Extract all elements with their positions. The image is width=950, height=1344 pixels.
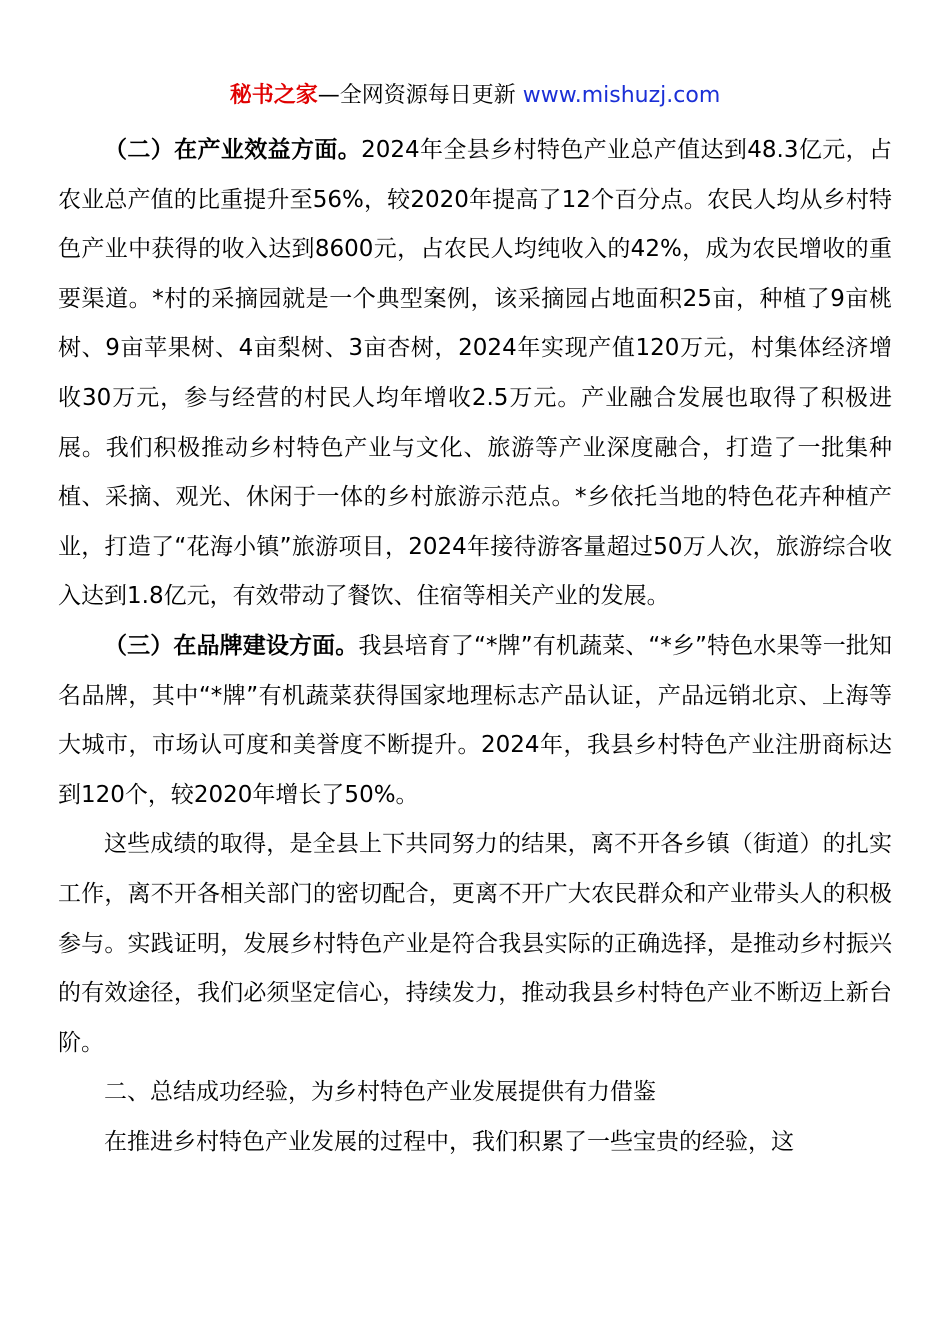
document-body <box>58 126 892 1167</box>
paragraph-achievements <box>58 820 892 1068</box>
paragraph-lead: （二）在产业效益方面。 <box>104 137 362 163</box>
site-header <box>0 80 950 112</box>
section-heading: 二、总结成功经验，为乡村特色产业发展提供有力借鉴 <box>104 1079 656 1106</box>
paragraph-industry-benefits <box>58 126 892 622</box>
paragraph-text: 我县培育了“*牌”有机蔬菜、“*乡”特色水果等一批知名品牌，其中“*牌”有机蔬菜获得国家地理标志产品认证，产品远销北京、上海等大城市，市场认可度和美誉度不断提升。2024年，我县乡村特色产业注册商标达到120个，较2020年增长了50%。 <box>58 632 892 808</box>
paragraph-text: 这些成绩的取得，是全县上下共同努力的结果，离不开各乡镇（街道）的扎实工作，离不开各相关部门的密切配合，更离不开广大农民群众和产业带头人的积极参与。实践证明，发展乡村特色产业是符合我县实际的正确选择，是推动乡村振兴的有效途径，我们必须坚定信心，持续发力，推动我县乡村特色产业不断迈上新台阶。 <box>58 831 892 1056</box>
paragraph-experience: 在推进乡村特色产业发展的过程中，我们积累了一些宝贵的经验，这 <box>104 1128 794 1155</box>
paragraph-text: 2024年全县乡村特色产业总产值达到48.3亿元，占农业总产值的比重提升至56%，较2020年提高了12个百分点。农民人均从乡村特色产业中获得的收入达到8600元，占农民人均纯收入的42%，成为农民增收的重要渠道。*村的采摘园就是一个典型案例，该采摘园占地面积25亩，种植了9亩桃树、9亩苹果树、4亩梨树、3亩杏树，2024年实现产值120万元，村集体经济增收30万元，参与经营的村民人均年增收2.5万元。产业融合发展也取得了积极进展。我们积极推动乡村特色产业与文化、旅游等产业深度融合，打造了一批集种植、采摘、观光、休闲于一体的乡村旅游示范点。*乡依托当地的特色花卉种植产业，打造了“花海小镇”旅游项目，2024年接待游客量超过50万人次，旅游综合收入达到1.8亿元，有效带动了餐饮、住宿等相关产业的发展。 <box>58 137 892 610</box>
brand-name: 秘书之家 <box>229 83 318 108</box>
header-tagline: —全网资源每日更新 <box>317 83 516 108</box>
paragraph-lead: （三）在品牌建设方面。 <box>104 632 359 659</box>
site-url-link[interactable]: www.mishuzj.com <box>522 83 721 108</box>
paragraph-brand-building <box>58 622 892 820</box>
